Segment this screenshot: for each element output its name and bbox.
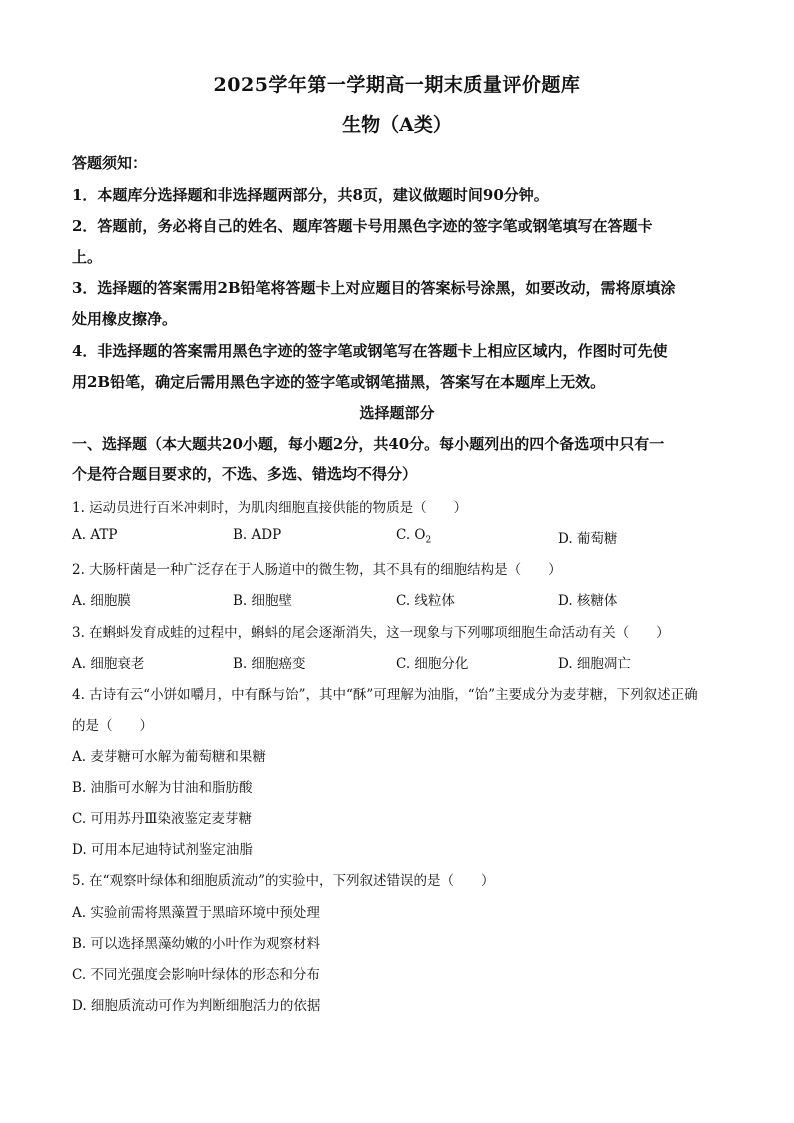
question-2-option-d: D. 核糖体 [558,593,618,609]
instruction-line: 3．选择题的答案需用2B铅笔将答题卡上对应题目的答案标号涂黑，如要改动，需将原填涂 [72,279,676,297]
instruction-line: 1．本题库分选择题和非选择题两部分，共8页，建议做题时间90分钟。 [72,186,549,204]
question-3-option-c: C. 细胞分化 [396,656,469,672]
question-1-option-b: B. ADP [233,527,282,543]
question-1-option-d: D. 葡萄糖 [558,531,618,547]
question-4-stem-cont: 的是（ ） [72,718,153,734]
section-intro: 一、选择题（本大题共20小题，每小题2分，共40分。每小题列出的四个备选项中只有一 [72,435,665,453]
exam-title: 2025学年第一学期高一期末质量评价题库 [213,74,581,96]
instruction-line: 上。 [72,248,103,266]
question-4-option-b: B. 油脂可水解为甘油和脂肪酸 [72,780,253,796]
instruction-line: 用2B铅笔，确定后需用黑色字迹的签字笔或钢笔描黑，答案写在本题库上无效。 [72,373,606,391]
question-5-option-b: B. 可以选择黑藻幼嫩的小叶作为观察材料 [72,936,321,952]
question-1-option-c: C. $O_2$ [396,527,432,546]
question-5-option-d: D. 细胞质流动可作为判断细胞活力的依据 [72,998,321,1014]
question-5-option-c: C. 不同光强度会影响叶绿体的形态和分布 [72,967,320,983]
question-2-option-a: A. 细胞膜 [72,593,131,609]
question-3-stem: 3. 在蝌蚪发育成蛙的过程中，蝌蚪的尾会逐渐消失，这一现象与下列哪项细胞生命活动有关（ ） [72,625,670,641]
instruction-line: 4．非选择题的答案需用黑色字迹的签字笔或钢笔写在答题卡上相应区域内，作图时可先使 [72,342,668,360]
instruction-line: 2．答题前，务必将自己的姓名、题库答题卡号用黑色字迹的签字笔或钢笔填写在答题卡 [72,217,653,235]
question-5-option-a: A. 实验前需将黑藻置于黑暗环境中预处理 [72,905,320,921]
section-intro: 个是符合题目要求的，不选、多选、错选均不得分） [72,465,418,483]
question-1-option-a: A. ATP [72,527,118,543]
question-4-option-c: C. 可用苏丹Ⅲ染液鉴定麦芽糖 [72,811,252,827]
instruction-line: 处用橡皮擦净。 [72,310,178,328]
question-3-option-d: D. 细胞凋亡 [558,656,631,672]
question-5-stem: 5. 在“观察叶绿体和细胞质流动”的实验中，下列叙述错误的是（ ） [72,873,495,889]
section-title: 选择题部分 [359,404,435,422]
exam-subject: 生物（A类） [342,114,452,136]
question-4-stem: 4. 古诗有云“小饼如嚼月，中有酥与饴”，其中“酥”可理解为油脂，“饴”主要成分为麦芽糖，下列叙述正确 [72,687,698,703]
question-2-option-b: B. 细胞壁 [233,593,293,609]
question-3-option-a: A. 细胞衰老 [72,656,145,672]
question-4-option-d: D. 可用本尼迪特试剂鉴定油脂 [72,842,253,858]
question-3-option-b: B. 细胞癌变 [233,656,306,672]
instructions-heading: 答题须知： [72,154,148,172]
question-1-stem: 1. 运动员进行百米冲刺时，为肌肉细胞直接供能的物质是（ ） [72,500,468,516]
question-2-option-c: C. 线粒体 [396,593,455,609]
question-4-option-a: A. 麦芽糖可水解为葡萄糖和果糖 [72,749,266,765]
question-2-stem: 2. 大肠杆菌是一种广泛存在于人肠道中的微生物，其不具有的细胞结构是（ ） [72,562,562,578]
